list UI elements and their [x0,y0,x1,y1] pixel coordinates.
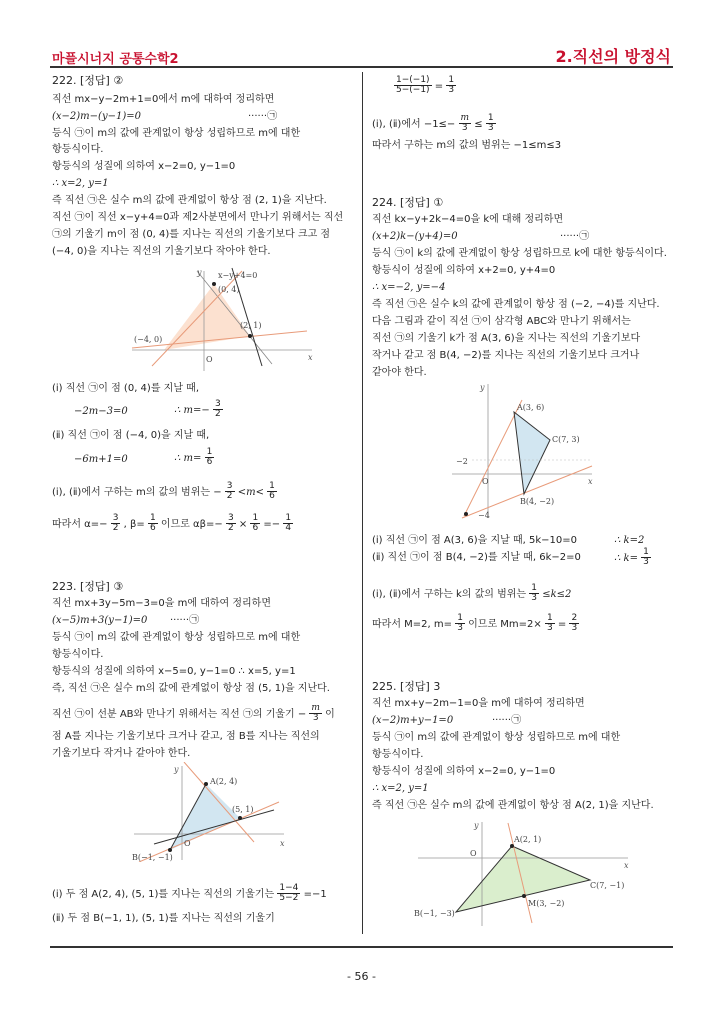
frac-den: 2 [214,409,221,420]
p224-line: 등식 ㉠이 k의 값에 관계없이 항상 성립하므로 k에 대한 항등식이다. [372,248,667,259]
footer-rule [50,946,673,948]
p222-graph [122,266,322,376]
p223-eq-tag: ······㉠ [170,615,200,626]
header-book-title: 마플시너지 공통수학2 [52,52,179,67]
p224-line: 직선 ㉠의 기울기 k가 점 A(3, 6)을 지나는 직선의 기울기보다 [372,333,641,344]
frac-num: 1 [285,513,292,523]
frac-num: 3 [214,399,221,409]
frac-num: 1 [487,113,494,123]
frac-den: 3 [461,123,468,134]
frac-den: 2 [226,491,233,502]
p222-case-2: (ⅱ) 직선 ㉠이 점 (−4, 0)을 지날 때, [52,430,210,441]
p222-graph-y-axis-label: y [197,268,202,277]
p223-slope-text: 직선 ㉠이 선분 AB와 만나기 위해서는 직선 ㉠의 기울기 − [52,708,307,720]
frac-den: 4 [285,523,292,534]
frac-den: 6 [206,457,213,468]
problem-223-title: 223. [정답] ③ [52,580,124,593]
p222-case-1: (ⅰ) 직선 ㉠이 점 (0, 4)를 지날 때, [52,383,199,394]
p223-graph-y-axis-label: y [174,765,179,774]
p225-graph-origin: O [470,849,477,858]
p223-case-2: (ⅱ) 두 점 B(−1, 1), (5, 1)를 지나는 직선의 기울기 [52,913,275,924]
frac-num: 2 [571,613,578,623]
p222-case-1-result: ∴ m=− [174,404,210,416]
p222-graph-point-neg4-0: (−4, 0) [134,335,163,344]
p222-range-mid: <m< [237,486,264,498]
p222-conclusion-b: , β= [123,518,145,530]
problem-225-title: 225. [정답] 3 [372,680,441,693]
p224-graph-tick-neg4: −4 [478,511,490,520]
p222-eq-tag: ······㉠ [248,111,278,122]
p223-equals: = [434,80,444,92]
frac-num: 1−(−1) [396,75,430,85]
p225-line: 등식 ㉠이 m의 값에 관계없이 항상 성립하므로 m에 대한 [372,732,621,743]
p223-case-1-text: (ⅰ) 두 점 A(2, 4), (5, 1)를 지나는 직선의 기울기는 [52,888,275,900]
p223-line: 점 A를 지나는 기울기보다 크거나 같고, 점 B를 지나는 직선의 [52,731,320,742]
p225-graph [408,818,638,928]
p225-line: 항등식이다. [372,749,424,760]
frac-den: 5−2 [279,893,299,904]
p222-graph-x-axis-label: x [308,353,313,362]
p224-line: 다음 그림과 같이 직선 ㉠이 삼각형 ABC와 만나기 위해서는 [372,316,631,327]
p224-case-2-result: ∴ k= [614,552,638,564]
p224-graph-point-b: B(4, −2) [520,497,555,506]
p224-conclusion-b: 이므로 Mm=2× [468,618,542,630]
frac-num: 1 [252,513,259,523]
p223-continued-fraction [394,76,456,96]
p225-line: 즉 직선 ㉠은 실수 m의 값에 관계없이 항상 점 A(2, 1)을 지난다. [372,800,654,811]
p222-case-2-eq: −6m+1=0 [74,454,128,465]
p223-equation: (x−5)m+3(y−1)=0 [52,615,148,626]
p222-line: ㉠의 기울기 m이 점 (0, 4)를 지나는 직선의 기울기보다 크고 점 [52,229,331,240]
frac-den: 3 [312,713,319,724]
frac-den: 2 [227,523,234,534]
frac-den: 3 [643,557,649,568]
p224-line: 항등식이 성질에 의하여 x+2=0, y+4=0 [372,265,556,276]
p222-case-1-eq: −2m−3=0 [74,406,128,417]
frac-num: m [311,703,320,713]
p224-line: 작거나 같고 점 B(4, −2)를 지나는 직선의 기울기보다 크거나 [372,350,640,361]
p223-line-slope [52,704,335,724]
p224-conclusion-a: 따라서 M=2, m= [372,618,453,630]
p224-line: 직선 kx−y+2k−4=0을 k에 대해 정리하면 [372,214,564,225]
p224-graph-origin: O [482,477,489,486]
p225-graph-point-m: M(3, −2) [528,899,565,908]
p224-case-2 [372,552,581,564]
p222-conclusion-d: × [238,518,248,530]
p222-line: 항등식이다. [52,144,104,155]
p223-line: 등식 ㉠이 m의 값에 관계없이 항상 성립하므로 m에 대한 [52,632,301,643]
header-chapter-title: 2.직선의 방정식 [555,47,671,66]
problem-224-title: 224. [정답] ① [372,196,444,209]
problem-222-title: 222. [정답] ② [52,74,124,87]
frac-num: 1 [643,547,649,557]
p222-conclusion-c: 이므로 αβ=− [160,518,223,530]
p223-case-1 [52,884,327,904]
p225-line: ∴ x=2, y=1 [372,783,429,794]
p222-line: 등식 ㉠이 m의 값에 관계없이 항상 성립하므로 m에 대한 [52,128,301,139]
p223-graph-x-axis-label: x [280,839,285,848]
p223-graph [124,762,294,862]
p222-case-2-result: ∴ m= [174,452,202,464]
p224-line: 즉 직선 ㉠은 실수 k의 값에 관계없이 항상 점 (−2, −4)를 지난다. [372,299,660,310]
p222-range-text: (ⅰ), (ⅱ)에서 구하는 m의 값의 범위는 − [52,486,222,498]
p224-conclusion [372,614,579,634]
frac-num: 1 [531,583,538,593]
p224-graph-point-a: A(3, 6) [517,403,545,412]
p224-eq-tag: ······㉠ [560,231,590,242]
p222-graph-origin: O [206,355,213,364]
p225-graph-point-b: B(−1, −3) [414,909,455,918]
frac-den: 6 [252,523,259,534]
p224-graph [442,380,602,520]
p225-graph-point-c: C(7, −1) [590,881,625,890]
p223-graph-point-5-1: (5, 1) [232,805,254,814]
p222-conclusion-e: =− [263,518,281,530]
page-number: - 56 - [347,970,376,983]
p224-equation: (x+2)k−(y+4)=0 [372,231,458,242]
p223-line: 항등식의 성질에 의하여 x−5=0, y−1=0 ∴ x=5, y=1 [52,666,296,677]
p223-inequality-mid: ≤ [474,118,483,130]
p224-case-1-result: ∴ k=2 [614,535,645,546]
p225-graph-y-axis-label: y [474,821,479,830]
p222-line: (−4, 0)을 지나는 직선의 기울기보다 작아야 한다. [52,246,271,257]
p222-graph-line-label: x−y+4=0 [218,271,258,280]
frac-num: m [460,113,470,123]
p222-line: 즉 직선 ㉠은 실수 m의 값에 관계없이 항상 점 (2, 1)을 지난다. [52,195,327,206]
p222-conclusion [52,514,293,534]
column-divider [362,72,363,934]
frac-num: 1 [206,447,213,457]
p223-line: 기울기보다 작거나 같아야 한다. [52,748,191,759]
p222-graph-point-0-4: (0, 4) [218,285,240,294]
p224-range-text: (ⅰ), (ⅱ)에서 구하는 k의 값의 범위는 [372,588,527,600]
p223-graph-origin: O [184,839,191,848]
p223-line: 즉, 직선 ㉠은 실수 m의 값에 관계없이 항상 점 (5, 1)을 지난다. [52,683,330,694]
p224-range-end: ≤k≤2 [542,588,572,600]
p225-line: 항등식이 성질에 의하여 x−2=0, y−1=0 [372,766,556,777]
frac-den: 3 [457,623,463,634]
frac-den: 3 [546,623,553,634]
frac-den: 3 [448,85,455,96]
p224-graph-y-axis-label: y [480,383,485,392]
p223-inequality-text: (ⅰ), (ⅱ)에서 −1≤− [372,118,456,130]
frac-den: 5−(−1) [396,85,430,96]
p225-graph-x-axis-label: x [624,861,629,870]
frac-den: 2 [112,523,119,534]
p225-equation: (x−2)m+y−1=0 [372,715,454,726]
p223-graph-point-b: B(−1, −1) [132,853,173,862]
p225-line: 직선 mx+y−2m−1=0을 m에 대하여 정리하면 [372,698,585,709]
p224-case-2-text: (ⅱ) 직선 ㉠이 점 B(4, −2)를 지날 때, 6k−2=0 [372,552,581,563]
p223-line: 직선 mx+3y−5m−3=0을 m에 대하여 정리하면 [52,598,271,609]
frac-den: 6 [269,491,275,502]
p222-line: 항등식의 성질에 의하여 x−2=0, y−1=0 [52,161,236,172]
p224-conclusion-c: = [557,618,567,630]
p224-graph-tick-neg2: −2 [456,457,468,466]
p223-final: 따라서 구하는 m의 값의 범위는 −1≤m≤3 [372,140,562,151]
p223-line: 항등식이다. [52,649,104,660]
frac-num: 3 [227,513,234,523]
frac-den: 3 [487,123,494,134]
p222-graph-point-2-1: (2, 1) [240,321,262,330]
p224-case-1: (ⅰ) 직선 ㉠이 점 A(3, 6)을 지날 때, 5k−10=0 [372,535,578,546]
p225-graph-point-a: A(2, 1) [514,835,542,844]
p224-range [372,584,571,604]
p224-line: ∴ x=−2, y=−4 [372,282,446,293]
p223-slope-end: 이 [325,708,335,720]
p224-graph-point-c: C(7, 3) [552,435,580,444]
p223-inequality [372,114,496,134]
p225-eq-tag: ······㉠ [492,715,522,726]
frac-den: 3 [571,623,578,634]
p222-line: 직선 mx−y−2m+1=0에서 m에 대하여 정리하면 [52,94,275,105]
frac-den: 6 [149,523,156,534]
frac-num: 1−4 [279,883,299,893]
p223-graph-point-a: A(2, 4) [210,777,238,786]
p222-conclusion-a: 따라서 α=− [52,518,108,530]
p222-range [52,482,277,502]
frac-num: 1 [149,513,156,523]
frac-num: 1 [546,613,553,623]
p224-line: 같아야 한다. [372,367,427,378]
p224-graph-x-axis-label: x [588,477,593,486]
p222-equation: (x−2)m−(y−1)=0 [52,111,141,122]
frac-num: 1 [457,613,463,623]
header-rule [50,66,673,68]
p222-line: 직선 ㉠이 직선 x−y+4=0과 제2사분면에서 만나기 위해서는 직선 [52,212,344,223]
frac-num: 3 [226,481,233,491]
frac-num: 1 [448,75,455,85]
frac-num: 1 [269,481,275,491]
frac-num: 3 [112,513,119,523]
p222-line: ∴ x=2, y=1 [52,178,109,189]
frac-den: 3 [531,593,538,604]
p223-case-1-result: =−1 [303,888,327,900]
